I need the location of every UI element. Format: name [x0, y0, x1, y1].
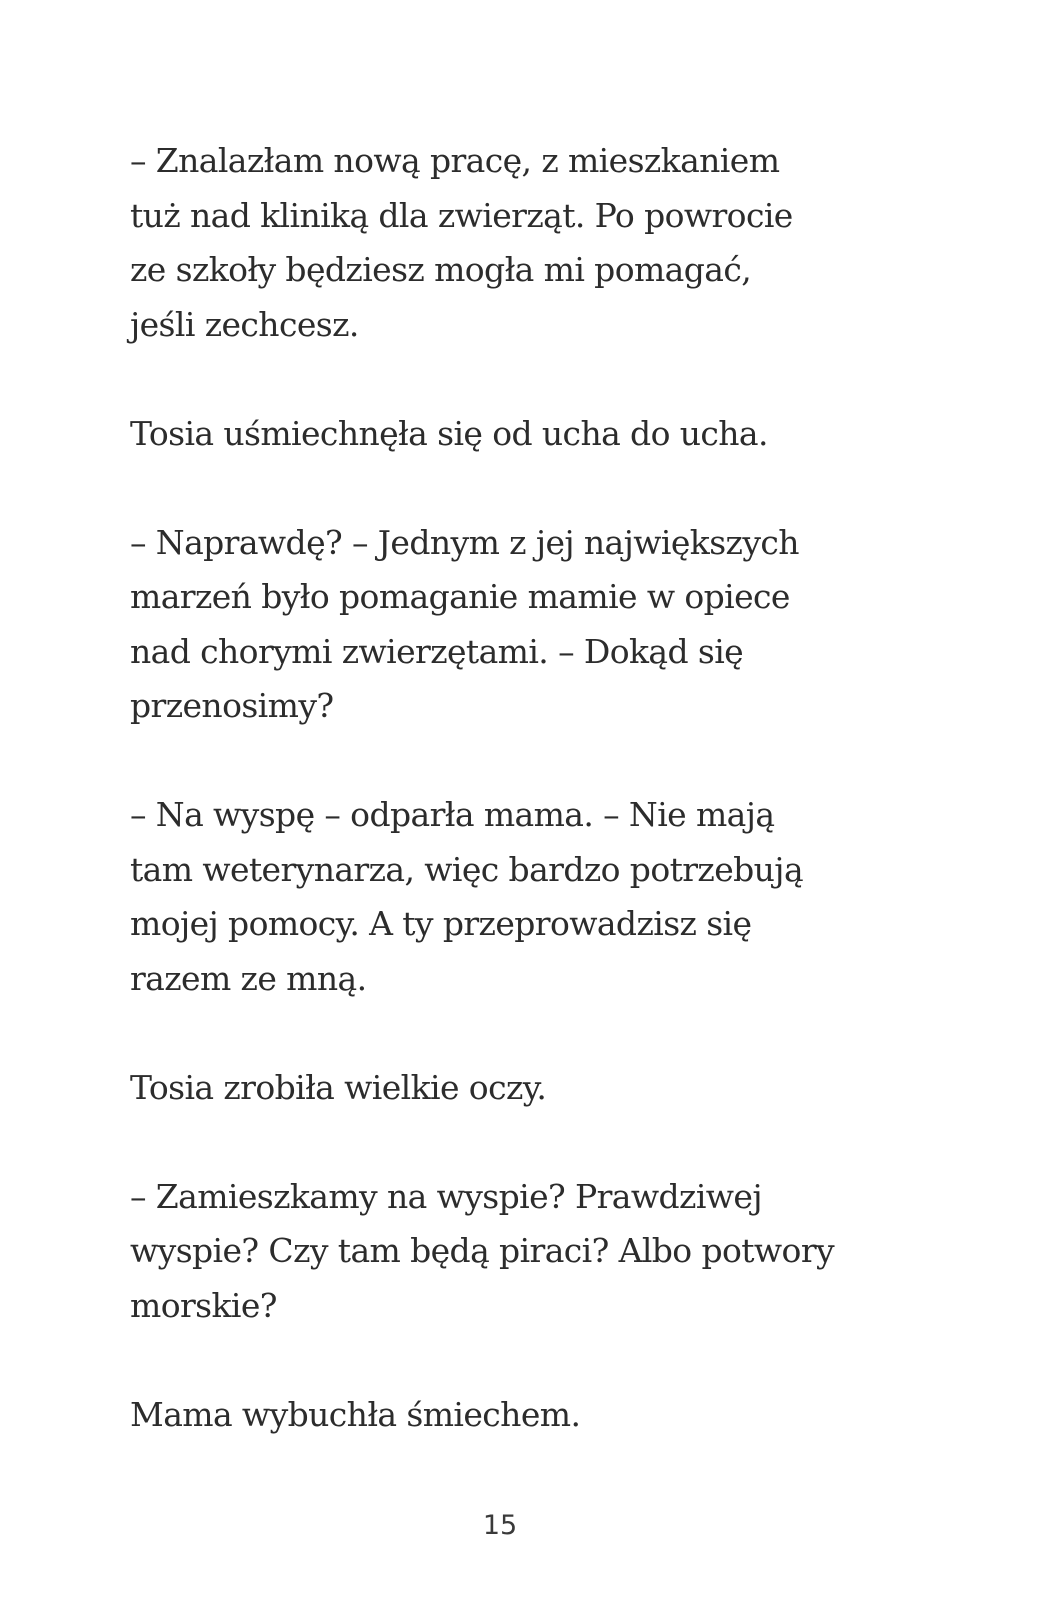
paragraph-2 — [130, 407, 890, 462]
paragraph-6 — [130, 1170, 890, 1334]
text-line: mojej pomocy. A ty przeprowadzisz się — [130, 904, 752, 943]
text-line: marzeń było pomaganie mamie w opiece — [130, 577, 790, 616]
text-line: tam weterynarza, więc bardzo potrzebują — [130, 849, 804, 889]
text-line: – Znalazłam nową pracę, z mieszkaniem — [130, 141, 780, 180]
text-line: morskie? — [130, 1285, 277, 1325]
text-line: jeśli zechcesz. — [130, 304, 359, 344]
text-line: przenosimy? — [130, 686, 334, 725]
text-line: tuż nad kliniką dla zwierząt. Po powrocie — [130, 195, 793, 235]
text-line: razem ze mną. — [130, 958, 367, 998]
body-text — [130, 134, 890, 1497]
text-line: – Zamieszkamy na wyspie? Prawdziwej — [130, 1176, 762, 1216]
paragraph-7 — [130, 1388, 890, 1443]
paragraph-5 — [130, 1061, 890, 1116]
text-line: Tosia zrobiła wielkie oczy. — [130, 1067, 547, 1107]
page-number: 15 — [482, 1510, 518, 1541]
paragraph-3 — [130, 516, 890, 734]
text-line: nad chorymi zwierzętami. – Dokąd się — [130, 631, 744, 671]
text-line: ze szkoły będziesz mogła mi pomagać, — [130, 250, 752, 289]
paragraph-1 — [130, 134, 890, 352]
text-line: Tosia uśmiechnęła się od ucha do ucha. — [130, 413, 768, 453]
text-line: wyspie? Czy tam będą piraci? Albo potwory — [130, 1231, 835, 1270]
text-line: – Na wyspę – odparła mama. – Nie mają — [130, 795, 775, 834]
paragraph-4 — [130, 788, 890, 1006]
text-line: Mama wybuchła śmiechem. — [130, 1394, 581, 1434]
text-line: – Naprawdę? – Jednym z jej największych — [130, 522, 799, 562]
